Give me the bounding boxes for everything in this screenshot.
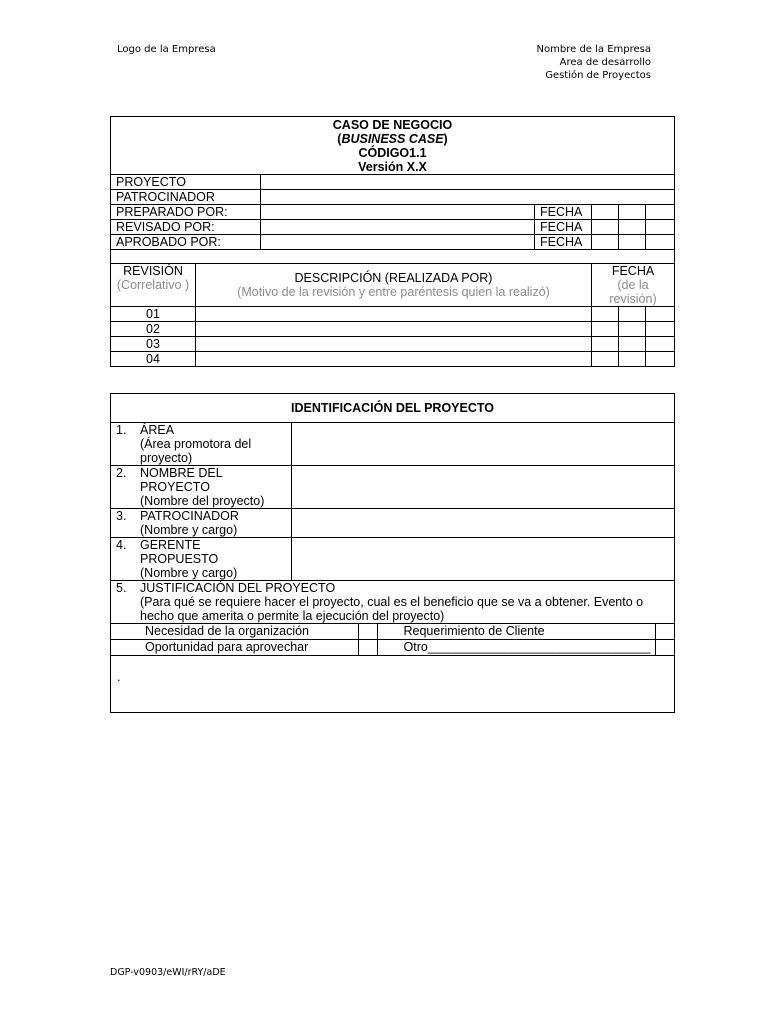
fecha-col-title: FECHA <box>611 264 655 278</box>
revisado-fecha-month[interactable] <box>619 220 646 235</box>
fecha-col-subtitle: (de la revisión) <box>609 278 657 306</box>
project-identification-table <box>110 393 675 713</box>
revisado-label: REVISADO POR: <box>111 220 261 235</box>
revisado-fecha-label: FECHA <box>535 220 592 235</box>
revision-row-year[interactable] <box>646 307 675 322</box>
revision-row-year[interactable] <box>646 337 675 352</box>
preparado-fecha-label: FECHA <box>535 205 592 220</box>
revision-row-day[interactable] <box>592 352 619 367</box>
patrocinador-label: PATROCINADOR <box>111 190 261 205</box>
preparado-fecha-month[interactable] <box>619 205 646 220</box>
document-version: Versión X.X <box>358 160 427 174</box>
patrocinador-sublabel: (Nombre y cargo) <box>140 523 238 537</box>
aprobado-fecha-year[interactable] <box>646 235 675 250</box>
revision-row-month[interactable] <box>619 337 646 352</box>
revision-row-description[interactable] <box>196 337 592 352</box>
revision-row-year[interactable] <box>646 352 675 367</box>
revision-row-number: 04 <box>111 352 196 367</box>
justificacion-cell: 5. JUSTIFICACIÓN DEL PROYECTO (Para qué se requiere hacer el proyecto, cual es el beneficio que se va a obtener. Evento o hecho que amerita o permite la ejecución del proyecto) Necesidad de la organización Requerimiento de Cliente Oportunidad para aprovechar Otro________________________________ . <box>111 581 675 713</box>
company-info <box>537 43 651 82</box>
area-sublabel: (Área promotora del proyecto) <box>140 437 252 465</box>
revision-row-description[interactable] <box>196 307 592 322</box>
identification-title: IDENTIFICACIÓN DEL PROYECTO <box>111 394 675 423</box>
justificacion-label: JUSTIFICACIÓN DEL PROYECTO <box>140 581 336 595</box>
revisado-fecha-year[interactable] <box>646 220 675 235</box>
document-control-table <box>110 116 675 367</box>
revision-row-month[interactable] <box>619 352 646 367</box>
option-otro-checkbox[interactable] <box>656 640 674 656</box>
company-area: Area de desarrollo <box>559 57 651 68</box>
preparado-field[interactable] <box>261 205 535 220</box>
area-label-cell: 1. ÁREA (Área promotora del proyecto) <box>111 423 292 466</box>
gerente-label-cell: 4. GERENTE PROPUESTO (Nombre y cargo) <box>111 538 292 581</box>
aprobado-fecha-month[interactable] <box>619 235 646 250</box>
aprobado-fecha-day[interactable] <box>592 235 619 250</box>
nombre-label-cell: 2. NOMBRE DEL PROYECTO (Nombre del proyecto) <box>111 466 292 509</box>
separator-row <box>111 250 675 264</box>
descripcion-col-title: DESCRIPCIÓN (REALIZADA POR) <box>294 271 493 285</box>
revision-row-number: 02 <box>111 322 196 337</box>
nombre-label: NOMBRE DEL PROYECTO <box>140 466 223 494</box>
proyecto-label: PROYECTO <box>111 175 261 190</box>
patrocinador-id-label: PATROCINADOR <box>140 509 239 523</box>
revision-row-month[interactable] <box>619 322 646 337</box>
document-title: CASO DE NEGOCIO <box>332 118 453 132</box>
aprobado-field[interactable] <box>261 235 535 250</box>
fecha-col-header <box>592 264 675 307</box>
company-department: Gestión de Proyectos <box>545 70 651 81</box>
option-necesidad-label: Necesidad de la organización <box>111 624 359 640</box>
revisado-field[interactable] <box>261 220 535 235</box>
revision-col-header <box>111 264 196 307</box>
nombre-field[interactable] <box>291 466 674 509</box>
aprobado-fecha-label: FECHA <box>535 235 592 250</box>
revision-col-subtitle: (Correlativo ) <box>116 278 190 292</box>
proyecto-field[interactable] <box>261 175 675 190</box>
document-title-block <box>111 117 675 175</box>
patrocinador-label-cell: 3. PATROCINADOR (Nombre y cargo) <box>111 509 292 538</box>
gerente-field[interactable] <box>291 538 674 581</box>
revision-row-day[interactable] <box>592 337 619 352</box>
area-field[interactable] <box>291 423 674 466</box>
revision-row-day[interactable] <box>592 307 619 322</box>
revision-col-title: REVISIÓN <box>123 264 183 278</box>
option-requerimiento-label: Requerimiento de Cliente <box>377 624 656 640</box>
preparado-fecha-year[interactable] <box>646 205 675 220</box>
revision-row-day[interactable] <box>592 322 619 337</box>
option-otro-label: Otro________________________________ <box>377 640 656 656</box>
preparado-fecha-day[interactable] <box>592 205 619 220</box>
justificacion-options <box>111 623 674 656</box>
nombre-sublabel: (Nombre del proyecto) <box>140 494 265 508</box>
descripcion-col-subtitle: (Motivo de la revisión y entre paréntesis quien la realizó) <box>237 285 550 299</box>
gerente-sublabel: (Nombre y cargo) <box>140 566 238 580</box>
revision-row-description[interactable] <box>196 352 592 367</box>
gerente-label: GERENTE PROPUESTO <box>140 538 219 566</box>
document-subtitle: (BUSINESS CASE) <box>337 132 448 146</box>
patrocinador-field[interactable] <box>261 190 675 205</box>
revisado-fecha-day[interactable] <box>592 220 619 235</box>
option-oportunidad-checkbox[interactable] <box>359 640 377 656</box>
patrocinador-id-field[interactable] <box>291 509 674 538</box>
revision-row-number: 03 <box>111 337 196 352</box>
revision-row-number: 01 <box>111 307 196 322</box>
revision-row-month[interactable] <box>619 307 646 322</box>
preparado-label: PREPARADO POR: <box>111 205 261 220</box>
document-code: CÓDIGO1.1 <box>358 146 427 160</box>
revision-row-year[interactable] <box>646 322 675 337</box>
area-label: ÁREA <box>140 423 175 437</box>
justificacion-free-text[interactable]: . <box>117 670 121 684</box>
option-necesidad-checkbox[interactable] <box>359 624 377 640</box>
option-oportunidad-label: Oportunidad para aprovechar <box>111 640 359 656</box>
document-footer-code: DGP-v0903/eWI/rRY/aDE <box>110 967 226 978</box>
descripcion-col-header <box>196 264 592 307</box>
aprobado-label: APROBADO POR: <box>111 235 261 250</box>
company-name: Nombre de la Empresa <box>536 44 651 55</box>
justificacion-sublabel: (Para qué se requiere hacer el proyecto, cual es el beneficio que se va a obtener. Evento o hecho que amerita o permite la ejecución del proyecto) <box>140 595 644 623</box>
company-logo-placeholder: Logo de la Empresa <box>117 44 216 55</box>
revision-row-description[interactable] <box>196 322 592 337</box>
option-requerimiento-checkbox[interactable] <box>656 624 674 640</box>
